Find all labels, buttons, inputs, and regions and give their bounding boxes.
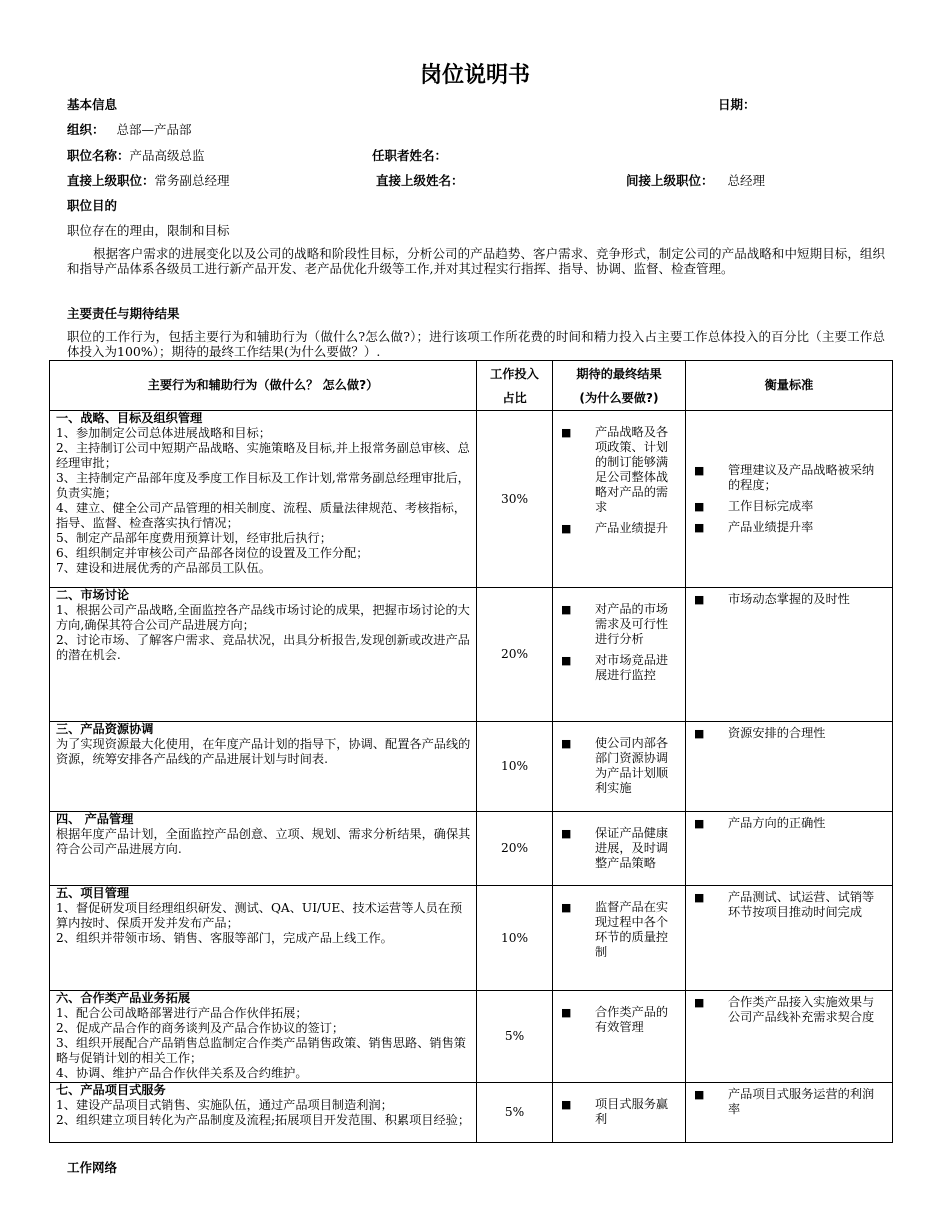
results-list <box>553 411 685 536</box>
criteria-cell <box>686 1083 893 1143</box>
criteria-list <box>686 722 892 741</box>
section-title: 六、合作类产品业务拓展 <box>56 991 191 1005</box>
duties-heading: 主要责任与期待结果 <box>67 306 180 321</box>
results-list <box>553 991 685 1035</box>
action-line: 4、建立、健全公司产品管理的相关制度、流程、质量法律规范、考核指标，指导、监督、检查落实执行情况； <box>56 501 466 530</box>
actions-cell <box>50 812 477 886</box>
section-title: 二、市场讨论 <box>56 588 130 602</box>
result-item: ■ 保证产品健康进展，及时调整产品策略 <box>553 826 685 871</box>
position-value: 产品高级总监 <box>129 148 205 163</box>
action-line: 2、主持制订公司中短期产品战略、实施策略及目标,并上报常务副总审核、总经理审批； <box>56 441 470 470</box>
result-item: ■ 使公司内部各部门资源协调为产品计划顺利实施 <box>553 736 685 796</box>
col-header-results-line2: (为什么要做?) <box>579 390 659 405</box>
results-cell <box>553 812 686 886</box>
action-line: 3、组织开展配合产品销售总监制定合作类产品销售政策、销售思路、销售策略与促销计划的相关工作； <box>56 1036 466 1065</box>
criteria-cell <box>686 588 893 722</box>
share-cell: 20% <box>477 588 553 722</box>
actions-cell <box>50 411 477 588</box>
indirect-label: 间接上级职位： <box>626 173 714 188</box>
action-line: 7、建设和进展优秀的产品部员工队伍。 <box>56 561 271 575</box>
actions-cell <box>50 1083 477 1143</box>
superior-name-label: 直接上级姓名： <box>376 173 464 188</box>
criteria-list <box>686 886 892 920</box>
criteria-item: ■ 合作类产品接入实施效果与公司产品线补充需求契合度 <box>686 995 892 1025</box>
table-row <box>50 991 893 1083</box>
criteria-list <box>686 411 892 535</box>
date-label: 日期： <box>718 97 756 112</box>
basic-info-heading: 基本信息 <box>67 97 118 112</box>
actions-cell <box>50 722 477 812</box>
share-cell: 10% <box>477 886 553 991</box>
criteria-cell <box>686 812 893 886</box>
actions-cell <box>50 886 477 991</box>
action-line: 根据年度产品计划，全面监控产品创意、立项、规划、需求分析结果，确保其符合公司产品进展方向. <box>56 827 471 856</box>
share-cell: 5% <box>477 1083 553 1143</box>
page-title: 岗位说明书 <box>419 63 530 88</box>
results-list <box>553 588 685 683</box>
section-title: 四、 产品管理 <box>56 812 134 826</box>
criteria-list <box>686 991 892 1025</box>
criteria-cell <box>686 886 893 991</box>
section-title: 五、项目管理 <box>56 886 130 900</box>
action-line: 3、主持制定产品部年度及季度工作目标及工作计划,常常务副总经理审批后，负责实施； <box>56 471 470 500</box>
position-row <box>67 146 205 164</box>
share-cell: 20% <box>477 812 553 886</box>
criteria-item: ■ 资源安排的合理性 <box>686 726 892 741</box>
superior-value: 常务副总经理 <box>154 173 230 188</box>
criteria-list <box>686 1083 892 1117</box>
action-line: 1、根据公司产品战略,全面监控各产品线市场讨论的成果，把握市场讨论的大方向,确保其符合公司产品进展方向； <box>56 603 470 632</box>
section-title: 七、产品项目式服务 <box>56 1083 166 1097</box>
criteria-list <box>686 588 892 607</box>
col-header-share-line1: 工作投入 <box>490 366 539 381</box>
actions-cell <box>50 991 477 1083</box>
table-header-row <box>50 361 893 411</box>
results-cell <box>553 588 686 722</box>
section-title: 一、战略、目标及组织管理 <box>56 411 203 425</box>
criteria-item: ■ 产品业绩提升率 <box>686 520 892 535</box>
action-line: 4、协调、维护产品合作伙伴关系及合约维护。 <box>56 1066 308 1080</box>
action-line: 6、组织制定并审核公司产品部各岗位的设置及工作分配； <box>56 546 369 560</box>
col-header-share-line2: 占比 <box>502 390 527 405</box>
criteria-item: ■ 市场动态掌握的及时性 <box>686 592 892 607</box>
duties-desc: 职位的工作行为，包括主要行为和辅助行为（做什么?怎么做?）；进行该项工作所花费的时间和精力投入占主要工作总体投入的百分比（主要工作总体投入为100%）；期待的最终工作结果(为什么要做？）. <box>67 329 885 359</box>
share-cell: 30% <box>477 411 553 588</box>
criteria-item: ■ 管理建议及产品战略被采纳的程度； <box>686 463 892 493</box>
table-row <box>50 722 893 812</box>
action-line: 1、配合公司战略部署进行产品合作伙伴拓展； <box>56 1006 308 1020</box>
share-cell: 10% <box>477 722 553 812</box>
org-row <box>67 120 192 138</box>
results-list <box>553 886 685 960</box>
actions-cell <box>50 588 477 722</box>
result-item: ■ 对产品的市场需求及可行性进行分析 <box>553 602 685 647</box>
table-row <box>50 812 893 886</box>
criteria-cell <box>686 991 893 1083</box>
action-line: 1、参加制定公司总体进展战略和目标； <box>56 426 271 440</box>
results-list <box>553 722 685 796</box>
criteria-item: ■ 产品测试、试运营、试销等环节按项目推动时间完成 <box>686 890 892 920</box>
action-line: 2、促成产品合作的商务谈判及产品合作协议的签订； <box>56 1021 345 1035</box>
holder-label: 任职者姓名： <box>372 148 448 163</box>
criteria-item: ■ 产品项目式服务运营的利润率 <box>686 1087 892 1117</box>
results-cell <box>553 1083 686 1143</box>
superior-label: 直接上级职位： <box>67 173 155 188</box>
purpose-heading: 职位目的 <box>67 198 118 213</box>
purpose-sub: 职位存在的理由，限制和目标 <box>67 223 230 238</box>
results-list <box>553 812 685 871</box>
duties-table <box>49 360 893 1143</box>
indirect-value: 总经理 <box>727 173 766 188</box>
action-line: 1、建设产品项目式销售、实施队伍，通过产品项目制造利润； <box>56 1098 393 1112</box>
col-header-share <box>477 361 553 411</box>
org-label: 组织： <box>67 122 105 137</box>
result-item: ■ 对市场竞品进展进行监控 <box>553 653 685 683</box>
section-title: 三、产品资源协调 <box>56 722 154 736</box>
action-line: 2、组织并带领市场、销售、客服等部门，完成产品上线工作。 <box>56 931 393 945</box>
action-line: 2、组织建立项目转化为产品制度及流程;拓展项目开发范围、积累项目经验； <box>56 1113 471 1127</box>
action-line: 5、制定产品部年度费用预算计划，经审批后执行； <box>56 531 332 545</box>
criteria-item: ■ 产品方向的正确性 <box>686 816 892 831</box>
result-item: ■ 合作类产品的有效管理 <box>553 1005 685 1035</box>
col-header-criteria: 衡量标准 <box>686 361 893 411</box>
criteria-cell <box>686 722 893 812</box>
result-item: ■ 项目式服务赢利 <box>553 1097 685 1127</box>
action-line: 2、讨论市场、了解客户需求、竞品状况，出具分析报告,发现创新或改进产品的潜在机会. <box>56 633 470 662</box>
col-header-actions: 主要行为和辅助行为（做什么？ 怎么做?） <box>50 361 477 411</box>
col-header-results <box>553 361 686 411</box>
table-row <box>50 411 893 588</box>
table-row <box>50 1083 893 1143</box>
work-network-heading: 工作网络 <box>67 1160 118 1175</box>
criteria-cell <box>686 411 893 588</box>
purpose-body: 根据客户需求的进展变化以及公司的战略和阶段性目标，分析公司的产品趋势、客户需求、竞争形式，制定公司的产品战略和中短期目标，组织和指导产品体系各级员工进行新产品开发、老产品优化升级等工作,并对其过程实行指挥、指导、协调、监督、检查管理。 <box>67 246 885 276</box>
results-cell <box>553 991 686 1083</box>
criteria-item: ■ 工作目标完成率 <box>686 499 892 514</box>
superior-row <box>67 171 230 189</box>
criteria-list <box>686 812 892 831</box>
share-cell: 5% <box>477 991 553 1083</box>
action-line: 为了实现资源最大化使用，在年度产品计划的指导下，协调、配置各产品线的资源，统筹安排各产品线的产品进展计划与时间表. <box>56 737 471 766</box>
indirect-row <box>626 171 765 189</box>
action-line: 1、督促研发项目经理组织研发、测试、QA、UI/UE、技术运营等人员在预算内按时、保质开发并发布产品； <box>56 901 463 930</box>
col-header-results-line1: 期待的最终结果 <box>576 366 662 381</box>
table-row <box>50 588 893 722</box>
results-cell <box>553 886 686 991</box>
org-value: 总部—产品部 <box>116 122 192 137</box>
table-row <box>50 886 893 991</box>
result-item: ■ 监督产品在实现过程中各个环节的质量控制 <box>553 900 685 960</box>
results-cell <box>553 411 686 588</box>
result-item: ■ 产品业绩提升 <box>553 521 685 536</box>
results-cell <box>553 722 686 812</box>
result-item: ■ 产品战略及各项政策、计划的制订能够满足公司整体战略对产品的需求 <box>553 425 685 515</box>
position-label: 职位名称： <box>67 148 130 163</box>
results-list <box>553 1083 685 1127</box>
